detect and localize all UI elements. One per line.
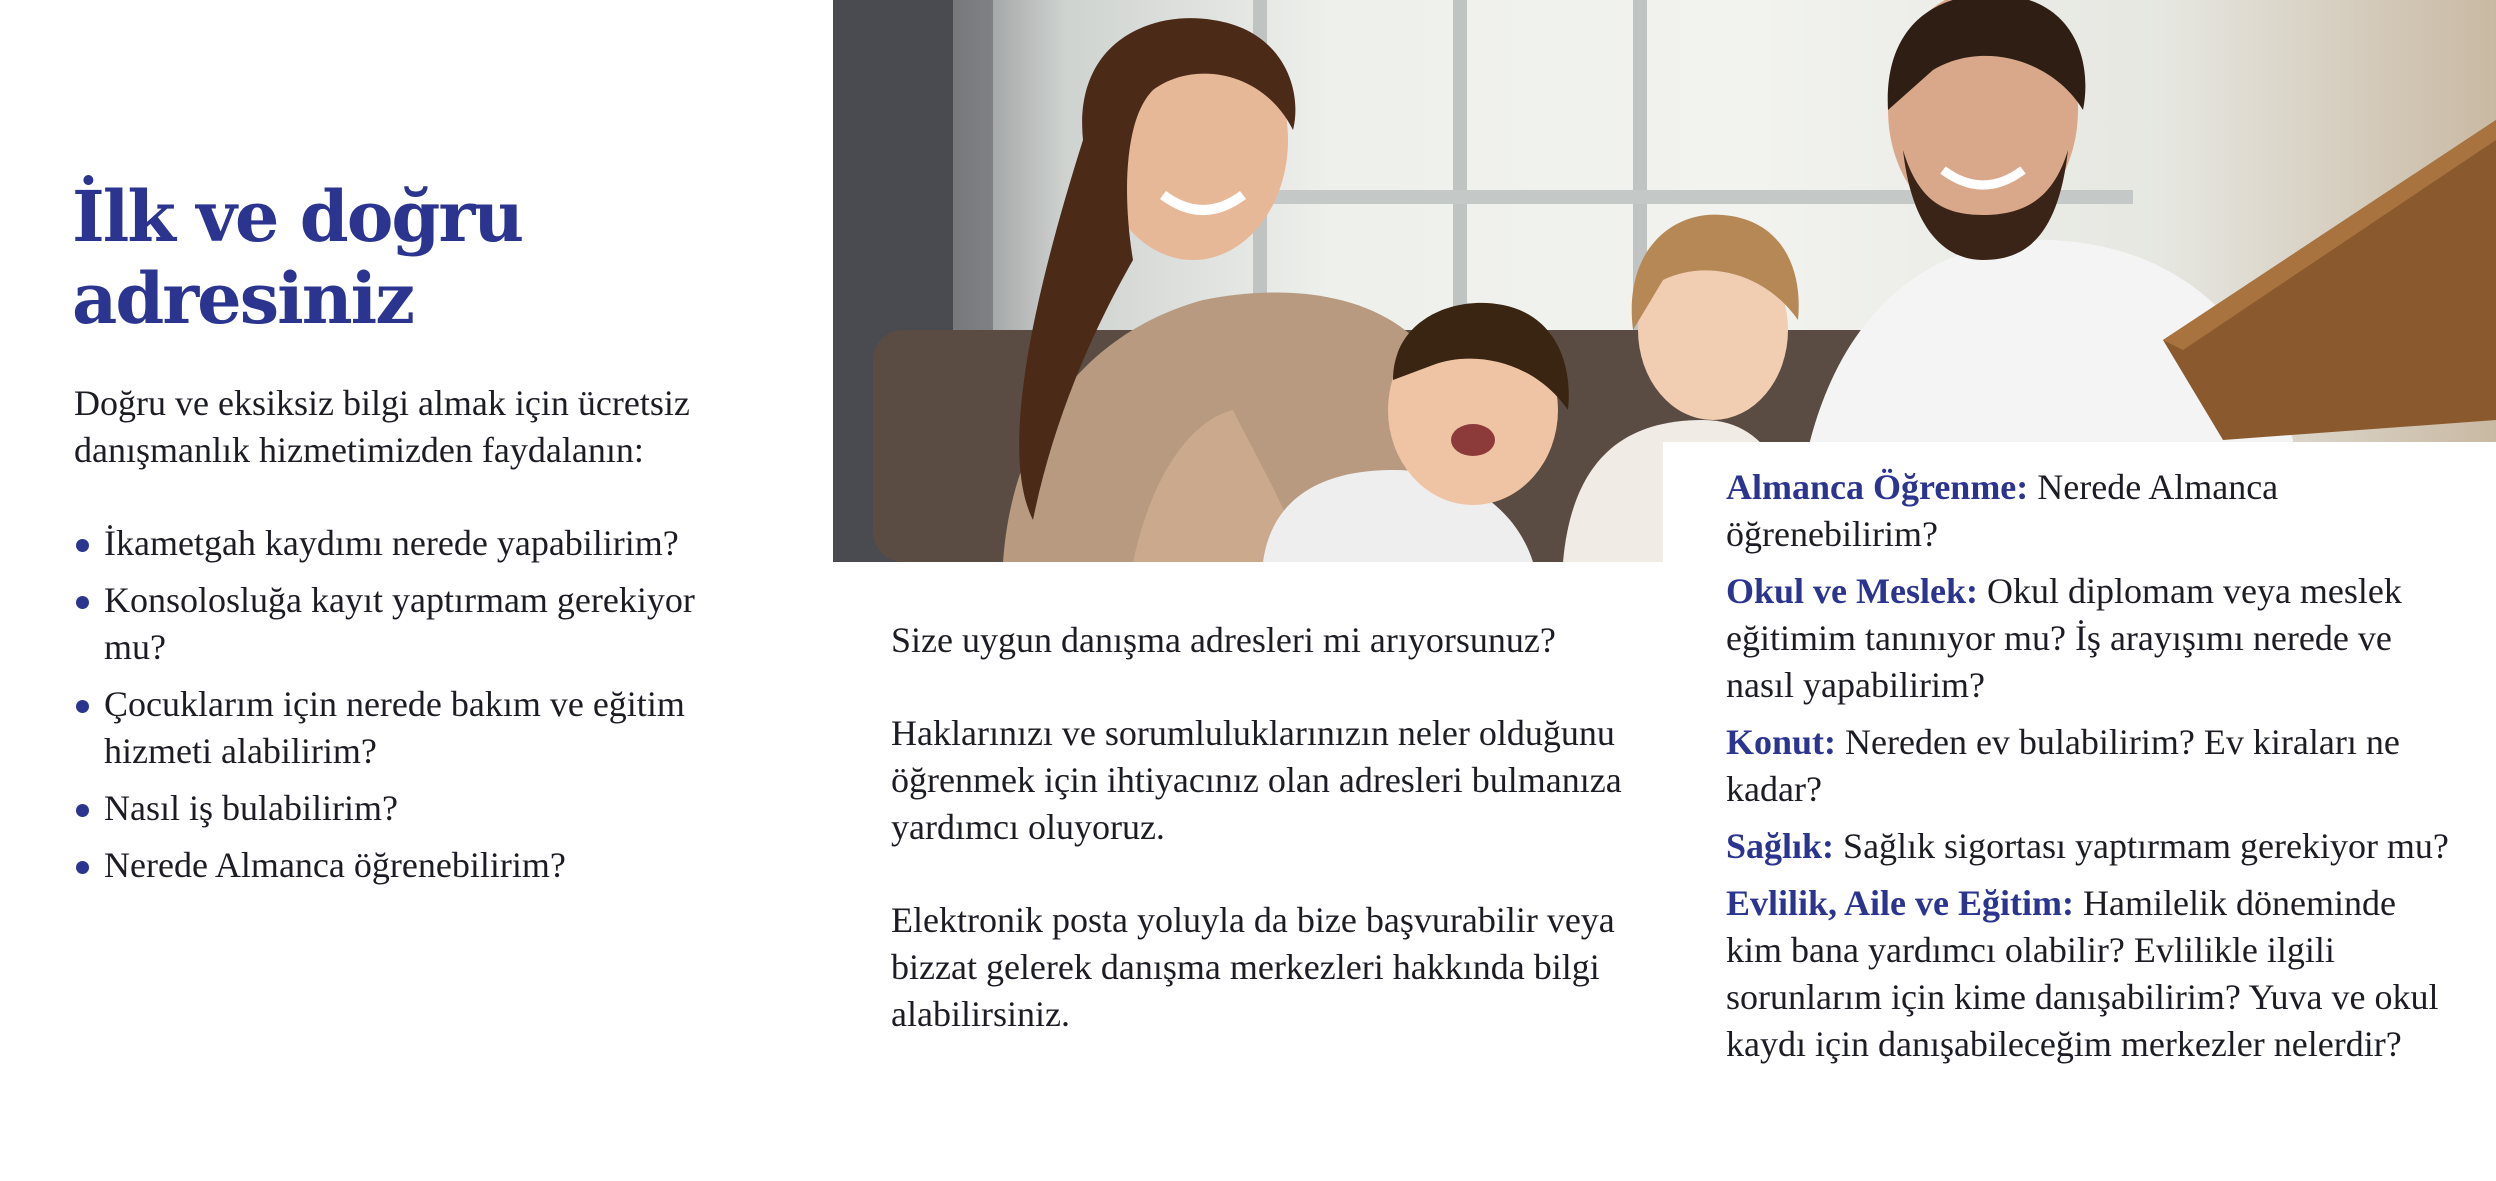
question-text: İkametgah kaydımı nerede yapabilirim? [104, 523, 679, 563]
topic-text: Okul diplomam veya meslek eğitimim tanınıyor mu? İş arayışımı nerede ve nasıl yapabilirim? [1726, 571, 2402, 705]
question-text: Çocuklarım için nerede bakım ve eğitim hizmeti alabilirim? [104, 684, 685, 771]
bullet-icon [76, 804, 89, 817]
topic-text: Nereden ev bulabilirim? Ev kiraları ne kadar? [1726, 722, 2400, 809]
topic-health [1726, 823, 2456, 870]
list-item [74, 520, 734, 567]
question-text: Nasıl iş bulabilirim? [104, 788, 398, 828]
title-line-2: adresiniz [72, 257, 413, 340]
question-list [74, 520, 734, 899]
topic-housing [1726, 719, 2456, 813]
topic-family [1726, 880, 2456, 1068]
middle-paragraph-1: Size uygun danışma adresleri mi arıyorsunuz? [891, 620, 1556, 660]
intro-line-2: danışmanlık hizmetimizden faydalanın: [74, 430, 644, 470]
topic-school-job [1726, 568, 2456, 709]
bullet-icon [76, 539, 89, 552]
intro-line-1: Doğru ve eksiksiz bilgi almak için ücretsiz [74, 383, 690, 423]
question-text: Konsolosluğa kayıt yaptırmam gerekiyor mu? [104, 580, 695, 667]
middle-paragraph-3: Elektronik posta yoluyla da bize başvurabilir veya bizzat gelerek danışma merkezleri hakkında bilgi alabilirsiniz. [891, 900, 1615, 1034]
topic-text: Sağlık sigortası yaptırmam gerekiyor mu? [1843, 826, 2449, 866]
topic-label: Evlilik, Aile ve Eğitim: [1726, 883, 2074, 923]
topics-column [1726, 464, 2456, 1078]
middle-column [891, 617, 1651, 1084]
bullet-icon [76, 861, 89, 874]
list-item [74, 842, 734, 889]
topic-label: Almanca Öğrenme: [1726, 467, 2029, 507]
topic-label: Konut: [1726, 722, 1837, 762]
list-item [74, 785, 734, 832]
topic-label: Okul ve Meslek: [1726, 571, 1978, 611]
question-text: Nerede Almanca öğrenebilirim? [104, 845, 566, 885]
intro-text [74, 380, 714, 474]
list-item [74, 681, 734, 775]
list-item [74, 577, 734, 671]
bullet-icon [76, 700, 89, 713]
bullet-icon [76, 596, 89, 609]
topic-text: Nerede Almanca öğrenebilirim? [1726, 467, 2279, 554]
topic-text: Hamilelik döneminde kim bana yardımcı olabilir? Evlilikle ilgili sorunlarım için kime danışabilirim? Yuva ve okul kaydı için danışabileceğim merkezler nelerdir? [1726, 883, 2439, 1064]
title-line-1: İlk ve doğru [72, 175, 523, 258]
topic-german [1726, 464, 2456, 558]
topic-label: Sağlık: [1726, 826, 1835, 866]
middle-paragraph-2: Haklarınızı ve sorumluluklarınızın neler olduğunu öğrenmek için ihtiyacınız olan adresleri bulmanıza yardımcı oluyoruz. [891, 713, 1622, 847]
page-title [72, 176, 772, 340]
